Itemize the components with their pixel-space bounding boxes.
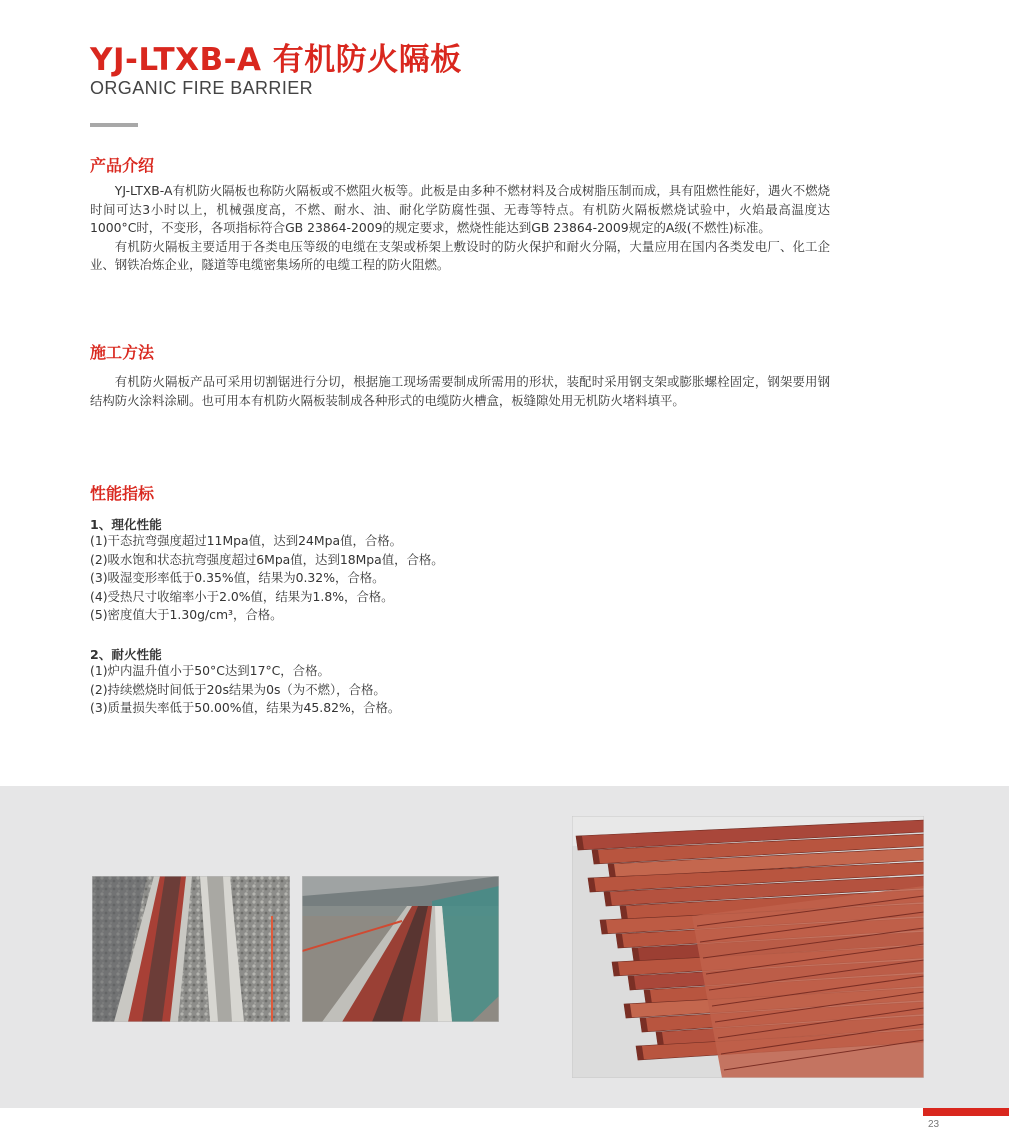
footer-accent-bar — [923, 1108, 1009, 1116]
page-number: 23 — [928, 1119, 940, 1130]
specs-heading: 性能指标 — [90, 484, 155, 503]
page-subtitle: ORGANIC FIRE BARRIER — [90, 78, 314, 98]
title-underline — [90, 123, 138, 127]
spec-group-title-physical: 1、理化性能 — [90, 517, 162, 532]
spec-list-fire — [90, 662, 400, 718]
spec-item: (1)炉内温升值小于50°C达到17°C，合格。 — [90, 663, 330, 678]
spec-item: (3)吸湿变形率低于0.35%值，结果为0.32%，合格。 — [90, 570, 385, 586]
page-title: YJ-LTXB-A 有机防火隔板 — [90, 42, 462, 78]
installation-photo-long-trench — [302, 876, 499, 1022]
spec-list-physical — [90, 532, 444, 625]
spec-item: (1)干态抗弯强度超过11Mpa值，达到24Mpa值，合格。 — [90, 533, 403, 548]
spec-item: (5)密度值大于1.30g/cm³，合格。 — [90, 607, 283, 623]
installation-photo-trench — [92, 876, 290, 1022]
intro-paragraph-2: 有机防火隔板主要适用于各类电压等级的电缆在支架或桥架上敷设时的防火保护和耐火分隔，大量应用在国内各类发电厂、化工企业、钢铁冶炼企业，隧道等电缆密集场所的电缆工程的防火阻燃。 — [90, 238, 830, 273]
spec-item: (3)质量损失率低于50.00%值，结果为45.82%，合格。 — [90, 700, 401, 716]
intro-body — [90, 182, 830, 275]
intro-paragraph-1: YJ-LTXB-A有机防火隔板也称防火隔板或不燃阻火板等。此板是由多种不燃材料及合成树脂压制而成，具有阻燃性能好，遇火不燃烧时间可达3小时以上，机械强度高，不燃、耐水、油、耐化学防腐性强、无毒等特点。有机防火隔板燃烧试验中，火焰最高温度达1000°C时，不变形，各项指标符合GB 23864-2009的规定要求，燃烧性能达到GB 23864-2009规定的A级(不燃性)标准。 — [90, 183, 830, 236]
spec-group-title-fire: 2、耐火性能 — [90, 647, 162, 662]
product-photo-stacked-boards — [572, 816, 924, 1078]
spec-item: (2)持续燃烧时间低于20s结果为0s（为不燃），合格。 — [90, 681, 386, 697]
spec-item: (2)吸水饱和状态抗弯强度超过6Mpa值，达到18Mpa值，合格。 — [90, 551, 444, 567]
intro-heading: 产品介绍 — [90, 156, 155, 175]
method-heading: 施工方法 — [90, 343, 155, 362]
method-body — [90, 373, 830, 410]
spec-item: (4)受热尺寸收缩率小于2.0%值，结果为1.8%，合格。 — [90, 588, 394, 604]
method-paragraph-1: 有机防火隔板产品可采用切割锯进行分切，根据施工现场需要制成所需用的形状，装配时采用钢支架或膨胀螺栓固定，钢架要用钢结构防火涂料涂刷。也可用本有机防火隔板装制成各种形式的电缆防火槽盒，板缝隙处用无机防火堵料填平。 — [90, 374, 830, 408]
